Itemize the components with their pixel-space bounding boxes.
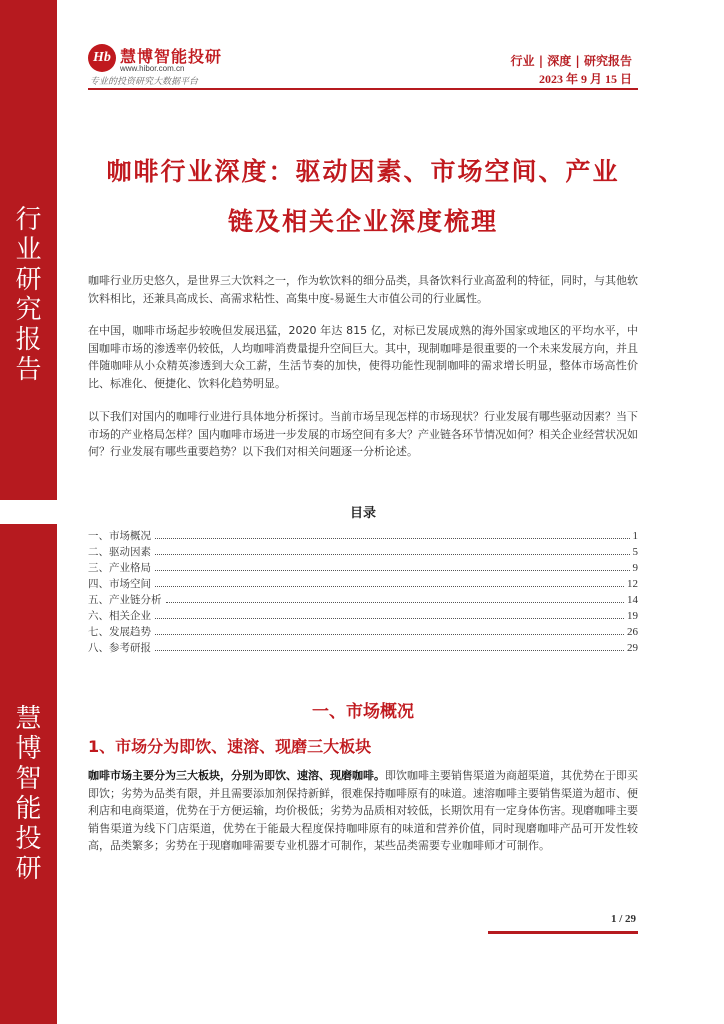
toc-item[interactable]: 七、发展趋势 26 <box>88 626 638 638</box>
section-lead: 咖啡市场主要分为三大板块，分别为即饮、速溶、现磨咖啡。 <box>88 769 385 782</box>
toc-item[interactable]: 一、市场概况 1 <box>88 530 638 542</box>
toc-item[interactable]: 五、产业链分析 14 <box>88 594 638 606</box>
page-number: 1 / 29 <box>610 913 636 925</box>
subsection-title: 1、市场分为即饮、速溶、现磨三大板块 <box>88 737 372 756</box>
logo-mark-icon: Hb <box>88 44 116 72</box>
toc-item[interactable]: 四、市场空间 12 <box>88 578 638 590</box>
report-title-line1: 咖啡行业深度：驱动因素、市场空间、产业 <box>106 157 620 186</box>
section-body: 即饮咖啡主要销售渠道为商超渠道，其优势在于即买即饮；劣势为品类有限，并且需要添加剂保持新鲜，很难保持咖啡原有的味道。速溶咖啡主要销售渠道为超市、便利店和电商渠道，优势在于方便运输，均价极低；劣势为品质相对较低，长期饮用有一定身体伤害。现磨咖啡主要销售渠道为线下门店渠道，优势在于能最大程度保持咖啡原有的味道和营养价值，同时现磨咖啡产品可开发性较高，品类繁多；劣势在于现磨咖啡需要专业机器才可制作，某些品类需要专业咖啡师才可制作。 <box>88 769 638 852</box>
toc-item[interactable]: 六、相关企业 19 <box>88 610 638 622</box>
header-divider <box>88 88 638 90</box>
toc-item[interactable]: 八、参考研报 29 <box>88 642 638 654</box>
table-of-contents <box>88 528 638 656</box>
section-paragraph <box>88 767 638 855</box>
intro-paragraph-2: 在中国，咖啡市场起步较晚但发展迅猛，2020 年达 815 亿，对标已发展成熟的海外国家或地区的平均水平，中国咖啡市场的渗透率仍较低，人均咖啡消费量提升空间巨大。其中，现制咖啡是很重要的一个未来发展方向，并且伴随咖啡从小众精英渗透到大众工薪，生活节奏的加快，使得功能性现制咖啡的需求增长明显，整体市场高性价比、标准化、便捷化、饮料化趋势明显。 <box>88 324 638 390</box>
sidebar-label-report: 行 业 研 究 报 告 <box>15 205 42 385</box>
logo-slogan: 专业的投资研究大数据平台 <box>90 77 199 87</box>
sidebar-label-brand: 慧 博 智 能 投 研 <box>15 704 42 884</box>
toc-title: 目录 <box>349 506 376 521</box>
logo-name: 慧博智能投研 <box>120 47 223 66</box>
logo-url: www.hibor.com.cn <box>120 64 185 73</box>
sidebar-divider <box>0 500 57 524</box>
report-date: 2023 年 9 月 15 日 <box>538 72 632 86</box>
intro-paragraph-3: 以下我们对国内的咖啡行业进行具体地分析探讨。当前市场呈现怎样的市场现状？行业发展有哪些驱动因素？当下市场的产业格局怎样？国内咖啡市场进一步发展的市场空间有多大？产业链各环节情况如何？相关企业经营状况如何？行业发展有哪些重要趋势？以下我们对相关问题逐一分析论述。 <box>88 410 638 458</box>
report-title-line2: 链及相关企业深度梳理 <box>227 207 498 236</box>
intro-paragraph-1: 咖啡行业历史悠久，是世界三大饮料之一，作为软饮料的细分品类，具备饮料行业高盈利的特征，同时，与其他软饮料相比，还兼具高成长、高需求粘性、高集中度-易诞生大市值公司的行业属性。 <box>88 274 638 305</box>
section-title: 一、市场概况 <box>312 702 414 722</box>
footer-divider <box>488 931 638 934</box>
toc-item[interactable]: 三、产业格局 9 <box>88 562 638 574</box>
toc-item[interactable]: 二、驱动因素 5 <box>88 546 638 558</box>
report-tags: 行业 | 深度 | 研究报告 <box>510 54 632 68</box>
